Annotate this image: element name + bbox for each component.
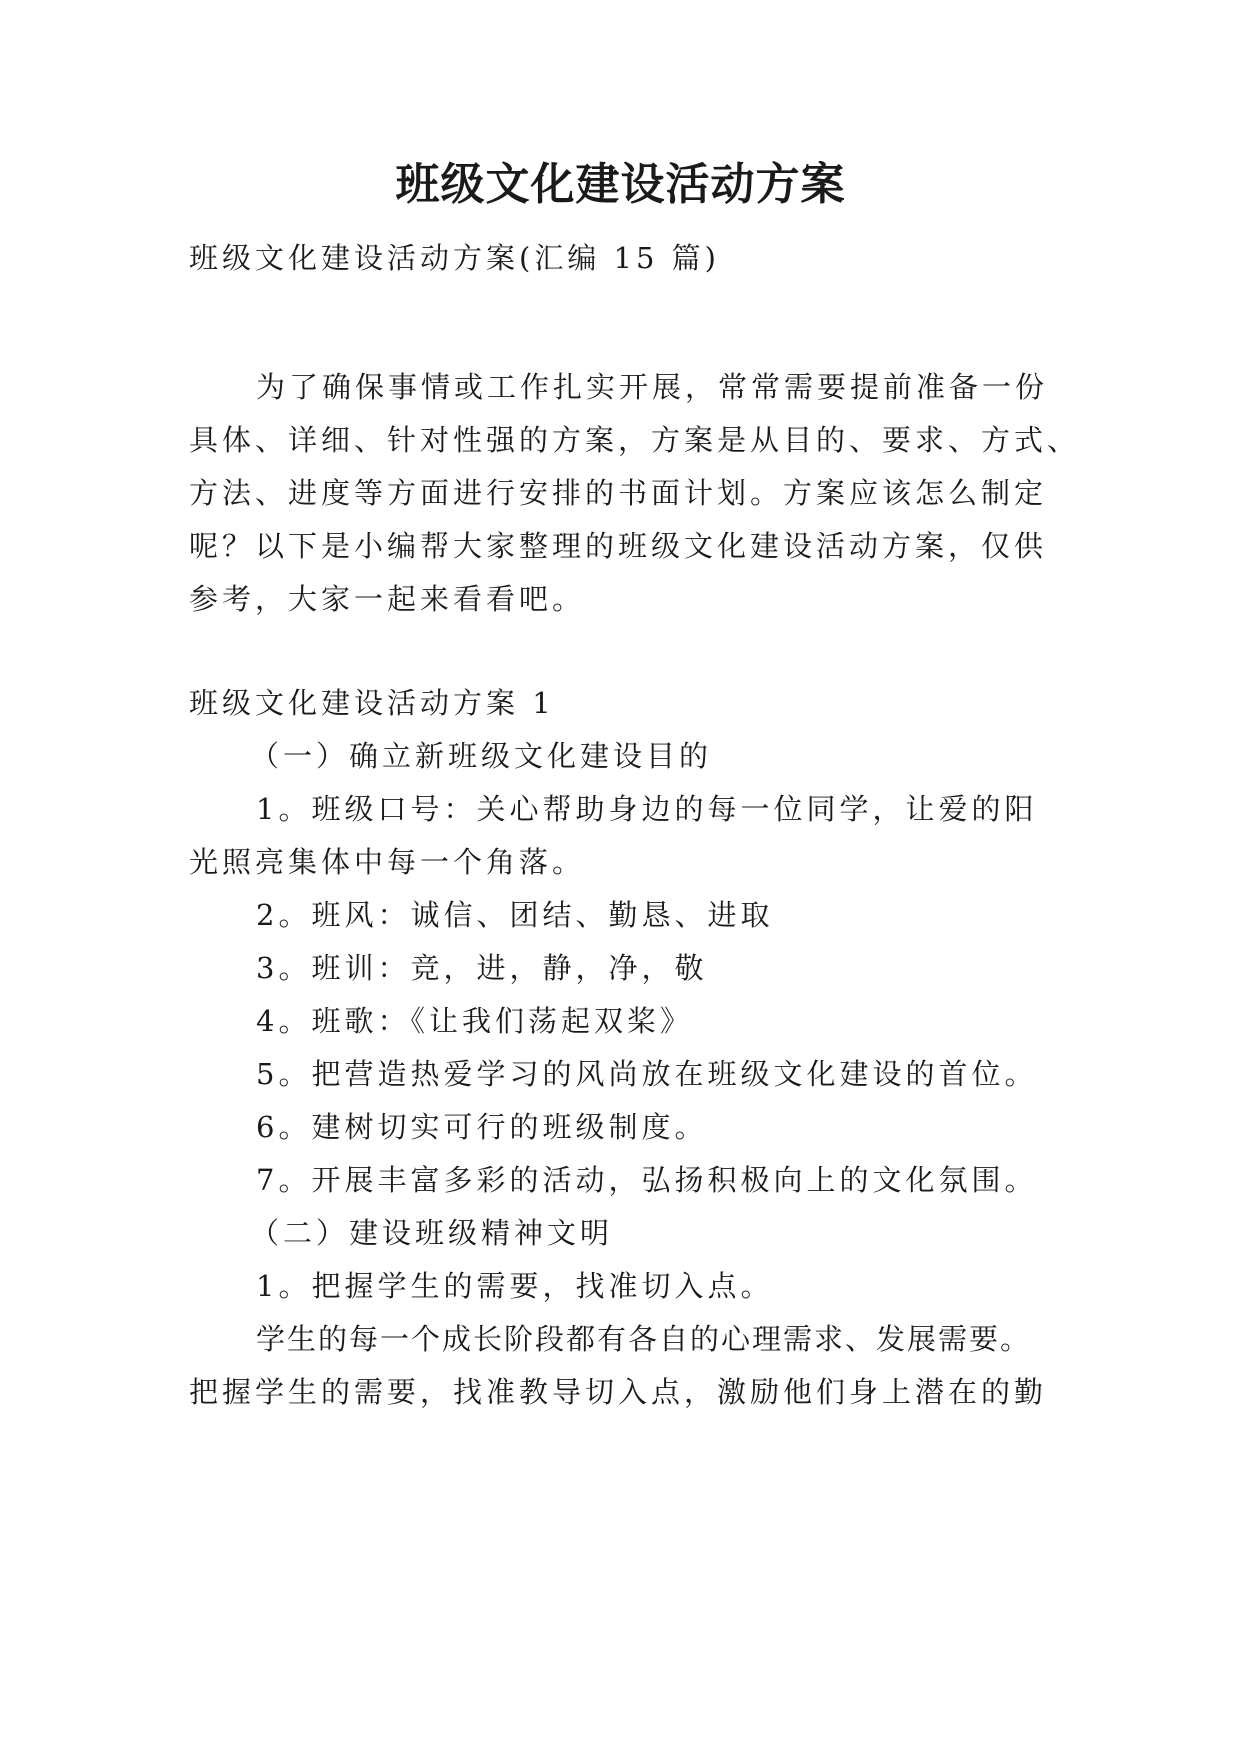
part2-item1: 1。把握学生的需要，找准切入点。	[256, 1269, 774, 1303]
intro-line-1: 为了确保事情或工作扎实开展，常常需要提前准备一份	[256, 370, 1049, 404]
document-title: 班级文化建设活动方案	[395, 159, 846, 210]
item7: 7。开展丰富多彩的活动，弘扬积极向上的文化氛围。	[256, 1163, 1038, 1197]
para-line-1: 学生的每一个成长阶段都有各自的心理需求、发展需要。	[256, 1322, 1032, 1356]
item5: 5。把营造热爱学习的风尚放在班级文化建设的首位。	[256, 1057, 1038, 1091]
part1-heading: （一）确立新班级文化建设目的	[250, 739, 713, 773]
intro-line-5: 参考，大家一起来看看吧。	[189, 582, 586, 616]
item3: 3。班训：竞，进，静，净，敬	[256, 951, 708, 985]
intro-line-4: 呢？以下是小编帮大家整理的班级文化建设活动方案，仅供	[189, 529, 1048, 563]
intro-line-2: 具体、详细、针对性强的方案，方案是从目的、要求、方式、	[189, 423, 1081, 457]
section-heading: 班级文化建设活动方案 1	[189, 686, 555, 720]
document-subtitle: 班级文化建设活动方案(汇编 15 篇)	[189, 241, 720, 275]
part2-heading: （二）建设班级精神文明	[250, 1216, 614, 1250]
item1-line-2: 光照亮集体中每一个角落。	[189, 845, 586, 879]
intro-line-3: 方法、进度等方面进行安排的书面计划。方案应该怎么制定	[189, 476, 1048, 510]
item4: 4。班歌：《让我们荡起双桨》	[256, 1004, 693, 1038]
item1-line-1: 1。班级口号：关心帮助身边的每一位同学，让爱的阳	[256, 792, 1038, 826]
item2: 2。班风：诚信、团结、勤恳、进取	[256, 898, 774, 932]
item6: 6。建树切实可行的班级制度。	[256, 1110, 708, 1144]
para-line-2: 把握学生的需要，找准教导切入点，激励他们身上潜在的勤	[189, 1375, 1048, 1409]
